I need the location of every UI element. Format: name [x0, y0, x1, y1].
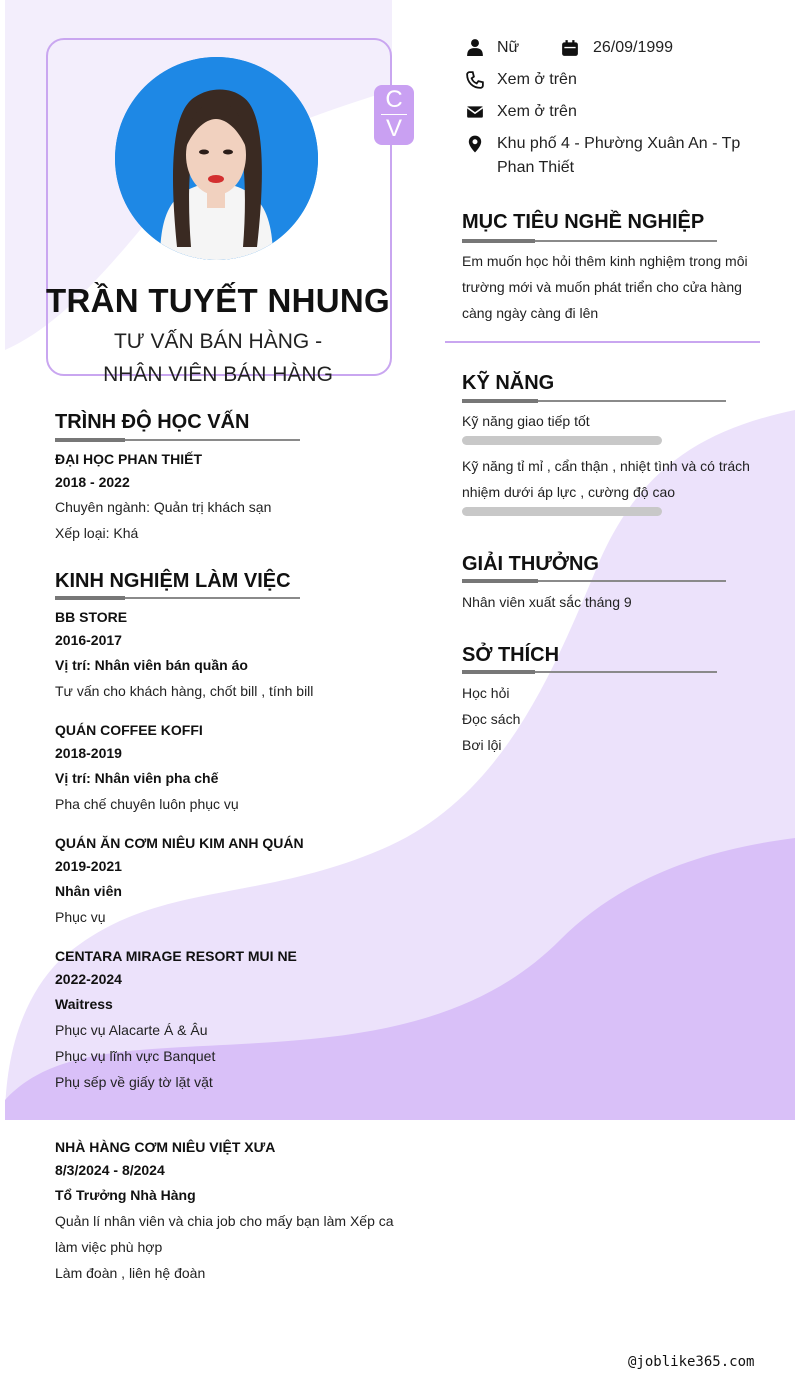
candidate-role-line1: TƯ VẤN BÁN HÀNG -	[113, 330, 323, 353]
job-period: 2018-2019	[55, 745, 122, 761]
phone-icon	[466, 71, 484, 89]
education-school: ĐẠI HỌC PHAN THIẾT	[55, 451, 202, 467]
awards-title: GIẢI THƯỞNG	[462, 553, 599, 575]
job-company: NHÀ HÀNG CƠM NIÊU VIỆT XƯA	[55, 1139, 276, 1155]
portrait-photo	[115, 57, 318, 260]
job-detail: Pha chế chuyên luôn phục vụ	[55, 796, 239, 812]
job-position: Vị trí: Nhân viên bán quần áo	[55, 657, 248, 673]
cv-badge-top: C	[385, 86, 403, 113]
objective-text	[462, 248, 748, 326]
hobbies-underline	[462, 671, 717, 673]
job-detail: Phục vụ	[55, 909, 106, 925]
skill-item	[462, 453, 750, 505]
skills-title: KỸ NĂNG	[462, 372, 555, 394]
objective-line: càng ngày càng đi lên	[462, 305, 599, 321]
experience-underline	[55, 597, 300, 599]
skill-item: Kỹ năng giao tiếp tốt	[462, 413, 590, 429]
job-position: Tổ Trưởng Nhà Hàng	[55, 1187, 196, 1203]
calendar-icon	[561, 39, 579, 57]
awards-underline	[462, 580, 726, 582]
contact-address-line2: Phan Thiết	[497, 159, 575, 176]
job-period: 8/3/2024 - 8/2024	[55, 1162, 165, 1178]
skill-bar	[462, 436, 662, 445]
job-period: 2022-2024	[55, 971, 122, 987]
section-divider	[445, 341, 760, 343]
job-detail: Phục vụ Alacarte Á & Âu	[55, 1022, 208, 1038]
hobby-item: Bơi lội	[462, 737, 502, 753]
contact-phone: Xem ở trên	[497, 71, 577, 88]
job-company: BB STORE	[55, 609, 128, 625]
education-major: Chuyên ngành: Quản trị khách sạn	[55, 499, 272, 515]
job-detail: Phục vụ lĩnh vực Banquet	[55, 1048, 216, 1064]
hobby-item: Đọc sách	[462, 711, 521, 727]
email-icon	[466, 103, 484, 121]
avatar	[115, 57, 318, 260]
job-detail: làm việc phù hợp	[55, 1239, 163, 1255]
job-company: QUÁN COFFEE KOFFI	[55, 722, 203, 738]
job-position: Vị trí: Nhân viên pha chế	[55, 770, 219, 786]
contact-address-line1: Khu phố 4 - Phường Xuân An - Tp	[497, 135, 741, 152]
job-position: Nhân viên	[55, 883, 122, 899]
job-detail: Quản lí nhân viên và chia job cho mấy bạn làm Xếp ca	[55, 1213, 394, 1229]
cv-badge-bottom: V	[385, 115, 402, 142]
job-detail: Làm đoàn , liên hệ đoàn	[55, 1265, 206, 1281]
skill-bar	[462, 507, 662, 516]
education-underline	[55, 439, 300, 441]
objective-line: trường mới và muốn phát triển cho cửa hàng	[462, 279, 742, 295]
education-title: TRÌNH ĐỘ HỌC VẤN	[55, 411, 250, 433]
candidate-name: TRẦN TUYẾT NHUNG	[46, 282, 390, 319]
contact-birthday: 26/09/1999	[593, 39, 674, 56]
job-period: 2016-2017	[55, 632, 122, 648]
job-period: 2019-2021	[55, 858, 122, 874]
contact-gender: Nữ	[497, 39, 520, 56]
contact-email: Xem ở trên	[497, 103, 577, 120]
education-grade: Xếp loại: Khá	[55, 525, 139, 541]
award-item: Nhân viên xuất sắc tháng 9	[462, 594, 632, 610]
job-detail: Phụ sếp về giấy tờ lặt vặt	[55, 1074, 213, 1090]
hobbies-title: SỞ THÍCH	[462, 644, 560, 666]
job-company: QUÁN ĂN CƠM NIÊU KIM ANH QUÁN	[55, 835, 304, 851]
location-icon	[466, 135, 484, 153]
education-period: 2018 - 2022	[55, 474, 130, 490]
user-icon	[466, 38, 484, 56]
objective-underline	[462, 240, 717, 242]
cv-badge	[374, 85, 414, 145]
skill-item-line: nhiệm dưới áp lực , cường độ cao	[462, 484, 676, 500]
objective-title: MỤC TIÊU NGHỀ NGHIỆP	[462, 211, 705, 233]
objective-line: Em muốn học hỏi thêm kinh nghiệm trong môi	[462, 253, 748, 269]
skill-item-line: Kỹ năng tỉ mỉ , cẩn thận , nhiệt tình và có trách	[462, 458, 750, 474]
job-company: CENTARA MIRAGE RESORT MUI NE	[55, 948, 297, 964]
hobby-item: Học hỏi	[462, 685, 510, 701]
experience-title: KINH NGHIỆM LÀM VIỆC	[55, 570, 291, 592]
footer-watermark: @joblike365.com	[628, 1354, 755, 1370]
skills-underline	[462, 400, 726, 402]
job-position: Waitress	[55, 996, 113, 1012]
candidate-role-line2: NHÂN VIÊN BÁN HÀNG	[103, 363, 333, 386]
job-detail: Tư vấn cho khách hàng, chốt bill , tính bill	[55, 683, 314, 699]
